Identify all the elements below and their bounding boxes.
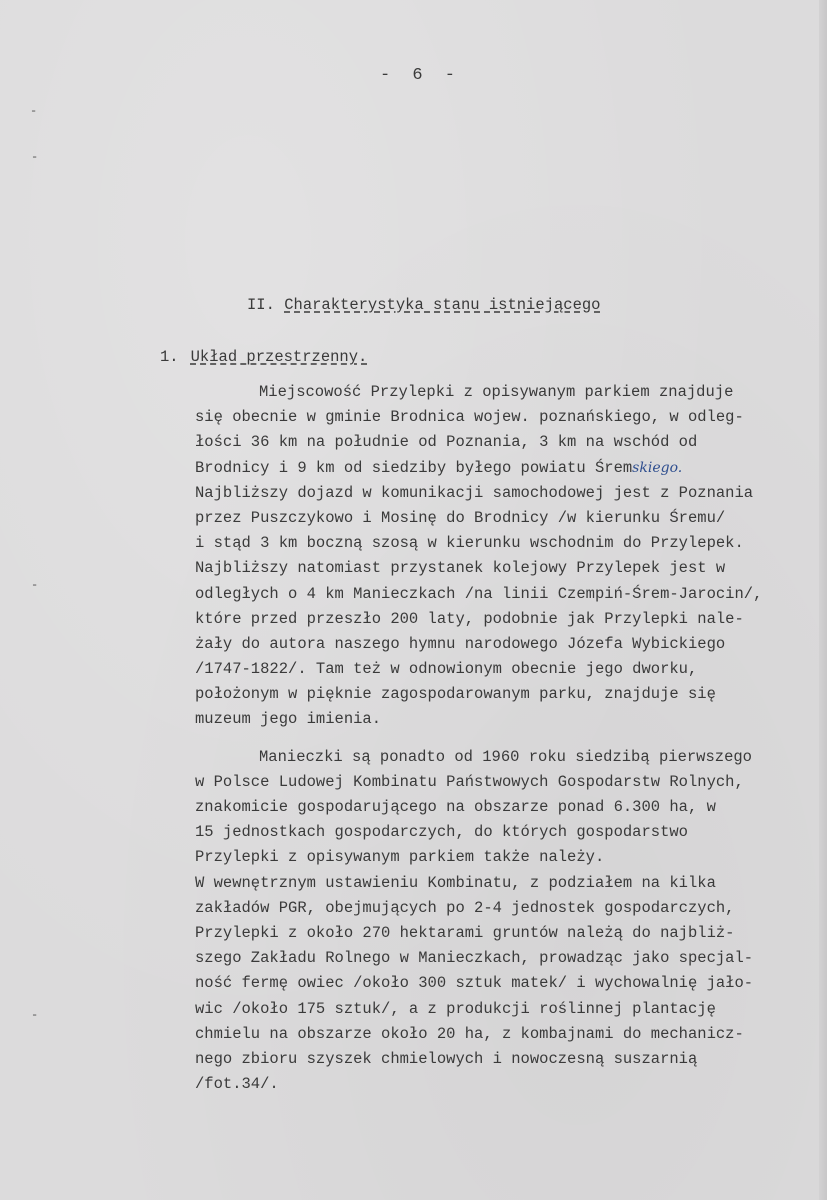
text-line: szego Zakładu Rolnego w Manieczkach, prowadząc jako specjal-: [195, 949, 754, 968]
text-line: Przylepki z opisywanym parkiem także należy.: [195, 848, 605, 867]
section-heading-text: Charakterystyka stanu istniejącego: [284, 296, 601, 314]
margin-mark: ‑: [31, 578, 39, 592]
text-line: i stąd 3 km boczną szosą w kierunku wschodnim do Przylepek.: [195, 534, 744, 553]
text-line: /1747-1822/. Tam też w odnowionym obecnie jego dworku,: [195, 660, 698, 679]
margin-mark: ‑: [31, 150, 39, 164]
text-line: /fot.34/.: [195, 1075, 279, 1094]
text-line: Miejscowość Przylepki z opisywanym parkiem znajduje: [259, 383, 734, 401]
text-line: znakomicie gospodarującego na obszarze ponad 6.300 ha, w: [195, 798, 716, 816]
text-line: 15 jednostkach gospodarczych, do których gospodarstwo: [195, 823, 688, 842]
text-line: się obecnie w gminie Brodnica wojew. poznańskiego, w odleg-: [195, 408, 744, 427]
page-edge-shadow: [819, 0, 827, 1200]
paragraph: [195, 745, 820, 1098]
text-line: chmielu na obszarze około 20 ha, z kombajnami do mechanicz-: [195, 1024, 744, 1043]
text-line: żały do autora naszego hymnu narodowego Józefa Wybickiego: [195, 634, 726, 653]
paragraph: [195, 380, 820, 733]
text-line: Brodnicy i 9 km od siedziby byłego powiatu Śremskiego.: [195, 458, 683, 477]
subsection-title: Układ przestrzenny.: [190, 348, 368, 366]
text-line: położonym w pięknie zagospodarowanym parku, znajduje się: [195, 685, 716, 704]
subsection-heading: [160, 348, 367, 366]
text-line: Najbliższy natomiast przystanek kolejowy Przylepek jest w: [195, 559, 726, 578]
body-text: [195, 380, 820, 1097]
page-number: - 6 -: [379, 66, 461, 85]
text-line: Przylepki z około 270 hektarami gruntów należą do najbliż-: [195, 923, 735, 942]
text-line: odległych o 4 km Manieczkach /na linii Czempiń-Śrem-Jarocin/,: [195, 584, 763, 603]
section-title-text: [247, 296, 600, 314]
margin-mark: ‑: [31, 1008, 39, 1022]
margin-mark: ‑: [30, 104, 38, 118]
text-line: ność fermę owiec /około 300 sztuk matek/ i wychowalnię jało-: [195, 974, 754, 993]
section-title: [247, 296, 600, 314]
text-line: nego zbioru szyszek chmielowych i nowoczesną suszarnią: [195, 1049, 698, 1068]
text-line: Najbliższy dojazd w komunikacji samochodowej jest z Poznania: [195, 483, 754, 502]
section-number: II.: [247, 296, 285, 314]
text-line: wic /około 175 sztuk/, a z produkcji roślinnej plantację: [195, 999, 716, 1018]
subsection-number: 1.: [160, 348, 179, 366]
text-line: Manieczki są ponadto od 1960 roku siedzibą pierwszego: [259, 747, 752, 766]
text-line: przez Puszczykowo i Mosinę do Brodnicy /w kierunku Śremu/: [195, 508, 726, 527]
text-line: muzeum jego imienia.: [195, 710, 382, 729]
text-line: W wewnętrznym ustawieniu Kombinatu, z podziałem na kilka: [195, 873, 716, 892]
text-line: łości 36 km na południe od Poznania, 3 km na wschód od: [195, 433, 698, 452]
handwritten-insert: skiego.: [632, 459, 683, 476]
paragraph-gap: [195, 733, 820, 745]
text-line: w Polsce Ludowej Kombinatu Państwowych Gospodarstw Rolnych,: [195, 772, 744, 791]
text-line: zakładów PGR, obejmujących po 2-4 jednostek gospodarczych,: [195, 898, 735, 917]
text-line: które przed przeszło 200 laty, podobnie jak Przylepki nale-: [195, 609, 744, 628]
